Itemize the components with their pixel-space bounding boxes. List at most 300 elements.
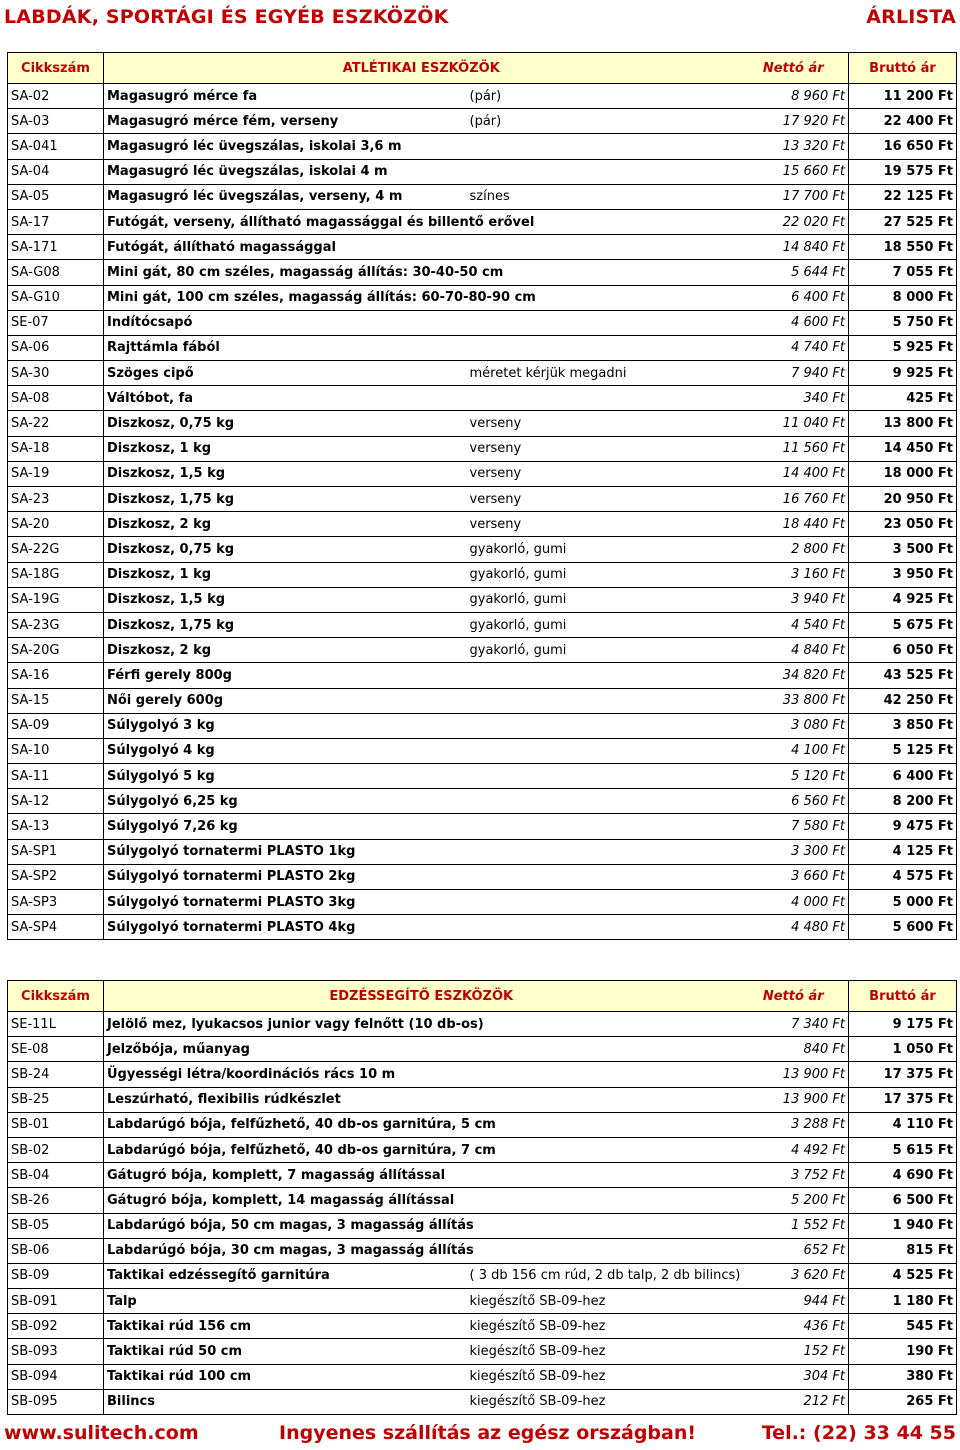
gross-price: 22 400 Ft (849, 109, 957, 134)
item-note (467, 260, 739, 285)
table-row (8, 134, 957, 159)
item-name: Gátugró bója, komplett, 7 magasság állítással (104, 1163, 467, 1188)
gross-price: 42 250 Ft (849, 688, 957, 713)
item-note (467, 663, 739, 688)
gross-price: 4 110 Ft (849, 1112, 957, 1137)
item-code: SA-SP1 (8, 839, 104, 864)
phone-number: Tel.: (22) 33 44 55 (761, 1422, 956, 1444)
item-note: verseny (467, 436, 739, 461)
table-row (8, 537, 957, 562)
gross-price: 18 550 Ft (849, 235, 957, 260)
item-code: SB-06 (8, 1238, 104, 1263)
gross-price: 8 200 Ft (849, 789, 957, 814)
item-code: SA-19G (8, 587, 104, 612)
item-note: ( 3 db 156 cm rúd, 2 db talp, 2 db bilincs) (467, 1263, 739, 1288)
table-row (8, 562, 957, 587)
item-code: SB-02 (8, 1137, 104, 1162)
col-header-code: Cikkszám (8, 53, 104, 84)
gross-price: 9 925 Ft (849, 361, 957, 386)
col-header-net: Nettó ár (739, 53, 849, 84)
item-note (467, 890, 739, 915)
net-price: 14 840 Ft (739, 235, 849, 260)
item-name: Váltóbot, fa (104, 386, 467, 411)
table-row (8, 159, 957, 184)
gross-price: 4 690 Ft (849, 1163, 957, 1188)
item-code: SA-171 (8, 235, 104, 260)
item-code: SA-23G (8, 612, 104, 637)
item-note (467, 915, 739, 940)
item-note (467, 738, 739, 763)
item-note: (pár) (467, 84, 739, 109)
item-note (467, 1037, 739, 1062)
athletics-table (7, 52, 957, 940)
item-note (467, 713, 739, 738)
col-header-gross: Bruttó ár (849, 53, 957, 84)
item-code: SA-16 (8, 663, 104, 688)
net-price: 4 740 Ft (739, 335, 849, 360)
item-code: SB-05 (8, 1213, 104, 1238)
item-code: SA-02 (8, 84, 104, 109)
net-price: 7 940 Ft (739, 361, 849, 386)
net-price: 652 Ft (739, 1238, 849, 1263)
table-row (8, 915, 957, 940)
item-code: SB-04 (8, 1163, 104, 1188)
net-price: 5 120 Ft (739, 764, 849, 789)
item-note: gyakorló, gumi (467, 537, 739, 562)
page-header (4, 6, 956, 32)
table-row (8, 386, 957, 411)
net-price: 3 080 Ft (739, 713, 849, 738)
table-row (8, 109, 957, 134)
net-price: 11 560 Ft (739, 436, 849, 461)
item-name: Súlygolyó tornatermi PLASTO 2kg (104, 864, 467, 889)
item-code: SB-093 (8, 1339, 104, 1364)
item-code: SA-13 (8, 814, 104, 839)
net-price: 304 Ft (739, 1364, 849, 1389)
item-name: Rajttámla fából (104, 335, 467, 360)
item-note: verseny (467, 487, 739, 512)
item-name: Magasugró léc üvegszálas, verseny, 4 m (104, 184, 467, 209)
section-title: EDZÉSSEGÍTŐ ESZKÖZÖK (104, 981, 739, 1012)
table-row (8, 789, 957, 814)
net-price: 13 900 Ft (739, 1087, 849, 1112)
item-code: SE-08 (8, 1037, 104, 1062)
gross-price: 17 375 Ft (849, 1062, 957, 1087)
item-code: SA-06 (8, 335, 104, 360)
item-note: kiegészítő SB-09-hez (467, 1364, 739, 1389)
net-price: 4 540 Ft (739, 612, 849, 637)
item-name: Gátugró bója, komplett, 14 magasság állítással (104, 1188, 467, 1213)
item-note (467, 814, 739, 839)
table-row (8, 663, 957, 688)
item-code: SA-22G (8, 537, 104, 562)
item-note (467, 235, 739, 260)
table-row (8, 890, 957, 915)
gross-price: 8 000 Ft (849, 285, 957, 310)
item-name: Futógát, verseny, állítható magassággal és billentő erővel (104, 209, 467, 234)
item-name: Talp (104, 1289, 467, 1314)
item-note (467, 1137, 739, 1162)
gross-price: 3 850 Ft (849, 713, 957, 738)
item-name: Labdarúgó bója, 30 cm magas, 3 magasság állítás (104, 1238, 467, 1263)
item-name: Diszkosz, 1,75 kg (104, 612, 467, 637)
gross-price: 545 Ft (849, 1314, 957, 1339)
table-row (8, 436, 957, 461)
training-table (7, 980, 957, 1415)
item-name: Leszúrható, flexibilis rúdkészlet (104, 1087, 467, 1112)
item-code: SB-094 (8, 1364, 104, 1389)
item-code: SA-22 (8, 411, 104, 436)
gross-price: 17 375 Ft (849, 1087, 957, 1112)
item-note: (pár) (467, 109, 739, 134)
net-price: 6 400 Ft (739, 285, 849, 310)
item-code: SB-26 (8, 1188, 104, 1213)
table-row (8, 713, 957, 738)
item-name: Taktikai rúd 50 cm (104, 1339, 467, 1364)
gross-price: 43 525 Ft (849, 663, 957, 688)
table-row (8, 1012, 957, 1037)
item-name: Taktikai edzéssegítő garnitúra (104, 1263, 467, 1288)
item-name: Diszkosz, 1 kg (104, 562, 467, 587)
gross-price: 5 125 Ft (849, 738, 957, 763)
net-price: 436 Ft (739, 1314, 849, 1339)
gross-price: 3 950 Ft (849, 562, 957, 587)
table-row (8, 1037, 957, 1062)
item-code: SA-G10 (8, 285, 104, 310)
table-row (8, 209, 957, 234)
table-row (8, 335, 957, 360)
gross-price: 27 525 Ft (849, 209, 957, 234)
gross-price: 5 925 Ft (849, 335, 957, 360)
item-note (467, 1213, 739, 1238)
table-row (8, 587, 957, 612)
table-row (8, 612, 957, 637)
table-row (8, 764, 957, 789)
item-note (467, 1188, 739, 1213)
item-name: Magasugró léc üvegszálas, iskolai 4 m (104, 159, 467, 184)
table-row (8, 638, 957, 663)
item-name: Diszkosz, 0,75 kg (104, 411, 467, 436)
net-price: 34 820 Ft (739, 663, 849, 688)
item-code: SA-03 (8, 109, 104, 134)
item-name: Súlygolyó 6,25 kg (104, 789, 467, 814)
section-title: ATLÉTIKAI ESZKÖZÖK (104, 53, 739, 84)
item-name: Mini gát, 100 cm széles, magasság állítás: 60-70-80-90 cm (104, 285, 467, 310)
net-price: 5 200 Ft (739, 1188, 849, 1213)
item-code: SA-17 (8, 209, 104, 234)
gross-price: 1 940 Ft (849, 1213, 957, 1238)
net-price: 6 560 Ft (739, 789, 849, 814)
website-link[interactable]: www.sulitech.com (4, 1422, 199, 1444)
gross-price: 425 Ft (849, 386, 957, 411)
item-code: SA-05 (8, 184, 104, 209)
item-note (467, 310, 739, 335)
item-code: SE-07 (8, 310, 104, 335)
item-code: SA-20G (8, 638, 104, 663)
item-name: Diszkosz, 1 kg (104, 436, 467, 461)
col-header-code: Cikkszám (8, 981, 104, 1012)
item-name: Súlygolyó 3 kg (104, 713, 467, 738)
item-code: SA-08 (8, 386, 104, 411)
net-price: 16 760 Ft (739, 487, 849, 512)
item-code: SB-24 (8, 1062, 104, 1087)
net-price: 33 800 Ft (739, 688, 849, 713)
item-name: Mini gát, 80 cm széles, magasság állítás: 30-40-50 cm (104, 260, 467, 285)
net-price: 3 940 Ft (739, 587, 849, 612)
gross-price: 5 615 Ft (849, 1137, 957, 1162)
item-code: SB-095 (8, 1389, 104, 1414)
item-note: gyakorló, gumi (467, 587, 739, 612)
item-code: SA-10 (8, 738, 104, 763)
col-header-net: Nettó ár (739, 981, 849, 1012)
item-code: SE-11L (8, 1012, 104, 1037)
net-price: 3 752 Ft (739, 1163, 849, 1188)
item-note (467, 335, 739, 360)
item-name: Taktikai rúd 156 cm (104, 1314, 467, 1339)
gross-price: 815 Ft (849, 1238, 957, 1263)
item-note (467, 789, 739, 814)
item-code: SA-G08 (8, 260, 104, 285)
item-code: SA-11 (8, 764, 104, 789)
table-row (8, 1364, 957, 1389)
gross-price: 3 500 Ft (849, 537, 957, 562)
gross-price: 190 Ft (849, 1339, 957, 1364)
item-name: Diszkosz, 2 kg (104, 638, 467, 663)
gross-price: 265 Ft (849, 1389, 957, 1414)
item-note (467, 1012, 739, 1037)
item-code: SB-01 (8, 1112, 104, 1137)
table-row (8, 1389, 957, 1414)
table-header (8, 981, 957, 1012)
item-note: kiegészítő SB-09-hez (467, 1389, 739, 1414)
item-note (467, 386, 739, 411)
table-row (8, 1263, 957, 1288)
item-name: Labdarúgó bója, felfűzhető, 40 db-os garnitúra, 5 cm (104, 1112, 467, 1137)
item-name: Diszkosz, 2 kg (104, 512, 467, 537)
item-name: Ügyességi létra/koordinációs rács 10 m (104, 1062, 467, 1087)
item-note: verseny (467, 512, 739, 537)
gross-price: 7 055 Ft (849, 260, 957, 285)
table-row (8, 839, 957, 864)
net-price: 5 644 Ft (739, 260, 849, 285)
net-price: 11 040 Ft (739, 411, 849, 436)
table-row (8, 1062, 957, 1087)
item-name: Magasugró léc üvegszálas, iskolai 3,6 m (104, 134, 467, 159)
net-price: 340 Ft (739, 386, 849, 411)
table-row (8, 487, 957, 512)
item-name: Taktikai rúd 100 cm (104, 1364, 467, 1389)
item-note (467, 688, 739, 713)
item-name: Súlygolyó tornatermi PLASTO 4kg (104, 915, 467, 940)
item-note (467, 1238, 739, 1263)
item-note: gyakorló, gumi (467, 562, 739, 587)
item-name: Súlygolyó 4 kg (104, 738, 467, 763)
table-row (8, 1339, 957, 1364)
item-code: SA-30 (8, 361, 104, 386)
item-name: Labdarúgó bója, felfűzhető, 40 db-os garnitúra, 7 cm (104, 1137, 467, 1162)
table-row (8, 814, 957, 839)
gross-price: 4 575 Ft (849, 864, 957, 889)
gross-price: 14 450 Ft (849, 436, 957, 461)
table-row (8, 688, 957, 713)
net-price: 15 660 Ft (739, 159, 849, 184)
item-note: kiegészítő SB-09-hez (467, 1314, 739, 1339)
net-price: 4 000 Ft (739, 890, 849, 915)
gross-price: 9 175 Ft (849, 1012, 957, 1037)
table-row (8, 1137, 957, 1162)
item-name: Diszkosz, 0,75 kg (104, 537, 467, 562)
item-code: SA-SP4 (8, 915, 104, 940)
item-code: SA-041 (8, 134, 104, 159)
item-name: Magasugró mérce fém, verseny (104, 109, 467, 134)
shipping-note: Ingyenes szállítás az egész országban! (279, 1422, 697, 1444)
page-footer (4, 1422, 956, 1448)
net-price: 152 Ft (739, 1339, 849, 1364)
item-code: SB-25 (8, 1087, 104, 1112)
item-code: SA-09 (8, 713, 104, 738)
item-name: Indítócsapó (104, 310, 467, 335)
price-list-label: ÁRLISTA (866, 6, 956, 28)
item-name: Női gerely 600g (104, 688, 467, 713)
net-price: 13 320 Ft (739, 134, 849, 159)
item-name: Diszkosz, 1,5 kg (104, 587, 467, 612)
item-code: SA-12 (8, 789, 104, 814)
gross-price: 6 050 Ft (849, 638, 957, 663)
item-note: gyakorló, gumi (467, 638, 739, 663)
table-row (8, 285, 957, 310)
table-row (8, 1087, 957, 1112)
item-code: SA-23 (8, 487, 104, 512)
net-price: 4 492 Ft (739, 1137, 849, 1162)
item-code: SA-SP3 (8, 890, 104, 915)
item-name: Jelölő mez, lyukacsos junior vagy felnőtt (10 db-os) (104, 1012, 467, 1037)
table-row (8, 310, 957, 335)
item-code: SA-18G (8, 562, 104, 587)
gross-price: 20 950 Ft (849, 487, 957, 512)
net-price: 14 400 Ft (739, 461, 849, 486)
item-note: méretet kérjük megadni (467, 361, 739, 386)
item-note: kiegészítő SB-09-hez (467, 1289, 739, 1314)
item-code: SB-091 (8, 1289, 104, 1314)
item-name: Diszkosz, 1,5 kg (104, 461, 467, 486)
item-name: Súlygolyó tornatermi PLASTO 3kg (104, 890, 467, 915)
item-code: SA-19 (8, 461, 104, 486)
net-price: 1 552 Ft (739, 1213, 849, 1238)
item-note (467, 1163, 739, 1188)
item-name: Magasugró mérce fa (104, 84, 467, 109)
gross-price: 6 500 Ft (849, 1188, 957, 1213)
net-price: 7 340 Ft (739, 1012, 849, 1037)
net-price: 4 600 Ft (739, 310, 849, 335)
item-note (467, 839, 739, 864)
table-row (8, 235, 957, 260)
item-name: Súlygolyó 7,26 kg (104, 814, 467, 839)
item-note (467, 764, 739, 789)
table-header (8, 53, 957, 84)
gross-price: 5 600 Ft (849, 915, 957, 940)
item-note (467, 864, 739, 889)
gross-price: 6 400 Ft (849, 764, 957, 789)
net-price: 840 Ft (739, 1037, 849, 1062)
net-price: 7 580 Ft (739, 814, 849, 839)
item-note (467, 134, 739, 159)
item-note: gyakorló, gumi (467, 612, 739, 637)
gross-price: 23 050 Ft (849, 512, 957, 537)
gross-price: 1 050 Ft (849, 1037, 957, 1062)
table-row (8, 1163, 957, 1188)
net-price: 4 480 Ft (739, 915, 849, 940)
net-price: 17 920 Ft (739, 109, 849, 134)
table-row (8, 1289, 957, 1314)
item-note: verseny (467, 411, 739, 436)
table-row (8, 461, 957, 486)
table-row (8, 512, 957, 537)
net-price: 4 100 Ft (739, 738, 849, 763)
item-name: Szöges cipő (104, 361, 467, 386)
table-row (8, 1188, 957, 1213)
gross-price: 4 525 Ft (849, 1263, 957, 1288)
gross-price: 13 800 Ft (849, 411, 957, 436)
table-row (8, 184, 957, 209)
net-price: 22 020 Ft (739, 209, 849, 234)
table-row (8, 411, 957, 436)
item-name: Jelzőbója, műanyag (104, 1037, 467, 1062)
item-name: Férfi gerely 800g (104, 663, 467, 688)
table-row (8, 1112, 957, 1137)
gross-price: 4 925 Ft (849, 587, 957, 612)
net-price: 3 300 Ft (739, 839, 849, 864)
item-code: SA-15 (8, 688, 104, 713)
item-note: verseny (467, 461, 739, 486)
net-price: 18 440 Ft (739, 512, 849, 537)
net-price: 2 800 Ft (739, 537, 849, 562)
net-price: 13 900 Ft (739, 1062, 849, 1087)
gross-price: 5 675 Ft (849, 612, 957, 637)
item-name: Futógát, állítható magassággal (104, 235, 467, 260)
page-title: LABDÁK, SPORTÁGI ÉS EGYÉB ESZKÖZÖK (4, 6, 449, 28)
table-row (8, 738, 957, 763)
item-note (467, 1087, 739, 1112)
table-row (8, 1314, 957, 1339)
item-name: Súlygolyó 5 kg (104, 764, 467, 789)
net-price: 8 960 Ft (739, 84, 849, 109)
gross-price: 11 200 Ft (849, 84, 957, 109)
item-note (467, 159, 739, 184)
gross-price: 1 180 Ft (849, 1289, 957, 1314)
gross-price: 380 Ft (849, 1364, 957, 1389)
gross-price: 5 000 Ft (849, 890, 957, 915)
net-price: 4 840 Ft (739, 638, 849, 663)
item-name: Diszkosz, 1,75 kg (104, 487, 467, 512)
gross-price: 5 750 Ft (849, 310, 957, 335)
table-row (8, 864, 957, 889)
net-price: 17 700 Ft (739, 184, 849, 209)
item-note (467, 1062, 739, 1087)
item-note (467, 1112, 739, 1137)
net-price: 3 660 Ft (739, 864, 849, 889)
table-row (8, 84, 957, 109)
table-row (8, 1238, 957, 1263)
item-code: SA-18 (8, 436, 104, 461)
net-price: 3 288 Ft (739, 1112, 849, 1137)
gross-price: 19 575 Ft (849, 159, 957, 184)
table-row (8, 361, 957, 386)
item-name: Bilincs (104, 1389, 467, 1414)
col-header-gross: Bruttó ár (849, 981, 957, 1012)
item-code: SA-SP2 (8, 864, 104, 889)
net-price: 3 620 Ft (739, 1263, 849, 1288)
item-note: kiegészítő SB-09-hez (467, 1339, 739, 1364)
